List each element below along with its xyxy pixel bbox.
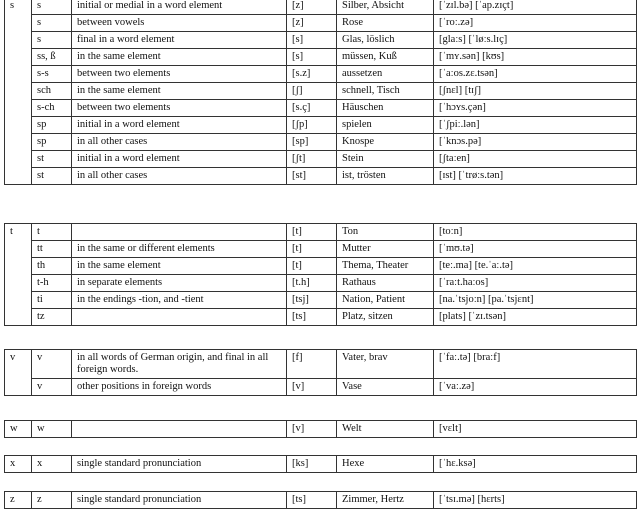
transcription-cell: [ˈknɔs.pə] xyxy=(434,134,637,151)
position-cell: initial or medial in a word element xyxy=(72,0,287,15)
example-cell: Mutter xyxy=(337,241,434,258)
position-cell xyxy=(72,421,287,438)
letter-table-w xyxy=(4,420,637,438)
spelling-cell: st xyxy=(32,151,72,168)
table-row xyxy=(5,379,637,396)
sound-cell: [st] xyxy=(287,168,337,185)
transcription-cell: [ˈfaː.tə] [braːf] xyxy=(434,350,637,379)
example-cell: aussetzen xyxy=(337,66,434,83)
transcription-cell: [na.ˈtsjoːn] [pa.ˈtsjɛnt] xyxy=(434,292,637,309)
sound-cell: [ʃ] xyxy=(287,83,337,100)
spelling-cell: t-h xyxy=(32,275,72,292)
letter-cell: v xyxy=(5,350,32,396)
position-cell xyxy=(72,309,287,326)
spelling-cell: s xyxy=(32,15,72,32)
spelling-cell: s-ch xyxy=(32,100,72,117)
transcription-cell: [ˈroː.zə] xyxy=(434,15,637,32)
transcription-cell: [glaːs] [ˈløːs.lɪç] xyxy=(434,32,637,49)
example-cell: Thema, Theater xyxy=(337,258,434,275)
position-cell: other positions in foreign words xyxy=(72,379,287,396)
spelling-cell: s xyxy=(32,0,72,15)
transcription-cell: [teː.ma] [te.ˈaː.tə] xyxy=(434,258,637,275)
letter-table-s xyxy=(4,0,637,185)
example-cell: Silber, Absicht xyxy=(337,0,434,15)
position-cell: in all other cases xyxy=(72,168,287,185)
position-cell: in the same or different elements xyxy=(72,241,287,258)
sound-cell: [ts] xyxy=(287,309,337,326)
example-cell: Glas, löslich xyxy=(337,32,434,49)
spelling-cell: z xyxy=(32,492,72,509)
table-row xyxy=(5,275,637,292)
spelling-cell: s-s xyxy=(32,66,72,83)
sound-cell: [v] xyxy=(287,379,337,396)
table-row xyxy=(5,421,637,438)
sound-cell: [t.h] xyxy=(287,275,337,292)
example-cell: Häuschen xyxy=(337,100,434,117)
position-cell: initial in a word element xyxy=(72,151,287,168)
table-row xyxy=(5,0,637,15)
sound-cell: [f] xyxy=(287,350,337,379)
spelling-cell: t xyxy=(32,224,72,241)
example-cell: Stein xyxy=(337,151,434,168)
spelling-cell: st xyxy=(32,168,72,185)
spelling-cell: x xyxy=(32,456,72,473)
transcription-cell: [toːn] xyxy=(434,224,637,241)
transcription-cell: [ˈvaː.zə] xyxy=(434,379,637,396)
position-cell: between two elements xyxy=(72,100,287,117)
letter-cell: z xyxy=(5,492,32,509)
transcription-cell: [ʃnɛl] [tɪʃ] xyxy=(434,83,637,100)
spelling-cell: sch xyxy=(32,83,72,100)
spelling-cell: s xyxy=(32,32,72,49)
letter-table-t xyxy=(4,223,637,326)
letter-cell: w xyxy=(5,421,32,438)
spelling-cell: v xyxy=(32,379,72,396)
example-cell: Zimmer, Hertz xyxy=(337,492,434,509)
example-cell: Rathaus xyxy=(337,275,434,292)
sound-cell: [s] xyxy=(287,32,337,49)
letter-table-z xyxy=(4,491,637,509)
position-cell: in all other cases xyxy=(72,134,287,151)
position-cell: single standard pronunciation xyxy=(72,492,287,509)
example-cell: Vater, brav xyxy=(337,350,434,379)
example-cell: müssen, Kuß xyxy=(337,49,434,66)
transcription-cell: [ˈʃpiː.lən] xyxy=(434,117,637,134)
table-row xyxy=(5,241,637,258)
example-cell: Hexe xyxy=(337,456,434,473)
table-row xyxy=(5,117,637,134)
sound-cell: [s.z] xyxy=(287,66,337,83)
table-row xyxy=(5,83,637,100)
letter-table-v xyxy=(4,349,637,396)
spelling-cell: tz xyxy=(32,309,72,326)
example-cell: Vase xyxy=(337,379,434,396)
example-cell: Ton xyxy=(337,224,434,241)
sound-cell: [t] xyxy=(287,224,337,241)
sound-cell: [z] xyxy=(287,15,337,32)
transcription-cell: [ˈmʊ.tə] xyxy=(434,241,637,258)
transcription-cell: [ˈaːos.zɛ.tsən] xyxy=(434,66,637,83)
table-row xyxy=(5,258,637,275)
table-row xyxy=(5,168,637,185)
sound-cell: [tsj] xyxy=(287,292,337,309)
example-cell: Knospe xyxy=(337,134,434,151)
spelling-cell: sp xyxy=(32,134,72,151)
sound-cell: [ts] xyxy=(287,492,337,509)
letter-table-x xyxy=(4,455,637,473)
position-cell: in all words of German origin, and final in all foreign words. xyxy=(72,350,287,379)
sound-cell: [t] xyxy=(287,258,337,275)
letter-cell: s xyxy=(5,0,32,185)
spelling-cell: ti xyxy=(32,292,72,309)
table-row xyxy=(5,309,637,326)
transcription-cell: [ʃtaːen] xyxy=(434,151,637,168)
table-row xyxy=(5,32,637,49)
sound-cell: [s] xyxy=(287,49,337,66)
sound-cell: [ks] xyxy=(287,456,337,473)
position-cell: initial in a word element xyxy=(72,117,287,134)
sound-cell: [v] xyxy=(287,421,337,438)
spelling-cell: tt xyxy=(32,241,72,258)
transcription-cell: [plats] [ˈzɪ.tsən] xyxy=(434,309,637,326)
example-cell: schnell, Tisch xyxy=(337,83,434,100)
letter-cell: t xyxy=(5,224,32,326)
sound-cell: [sp] xyxy=(287,134,337,151)
table-row xyxy=(5,151,637,168)
transcription-cell: [ˈraːt.haːos] xyxy=(434,275,637,292)
position-cell xyxy=(72,224,287,241)
transcription-cell: [ˈzɪl.bə] [ˈap.zɪçt] xyxy=(434,0,637,15)
table-row xyxy=(5,49,637,66)
spelling-cell: th xyxy=(32,258,72,275)
table-row xyxy=(5,100,637,117)
table-row xyxy=(5,15,637,32)
spelling-cell: w xyxy=(32,421,72,438)
table-row xyxy=(5,134,637,151)
example-cell: Platz, sitzen xyxy=(337,309,434,326)
table-row xyxy=(5,492,637,509)
sound-cell: [s.ç] xyxy=(287,100,337,117)
transcription-cell: [vɛlt] xyxy=(434,421,637,438)
spelling-cell: sp xyxy=(32,117,72,134)
position-cell: single standard pronunciation xyxy=(72,456,287,473)
position-cell: in separate elements xyxy=(72,275,287,292)
transcription-cell: [ˈtsɪ.mə] [hɛrts] xyxy=(434,492,637,509)
table-row xyxy=(5,292,637,309)
table-row xyxy=(5,224,637,241)
transcription-cell: [ˈhɔʏs.çən] xyxy=(434,100,637,117)
sound-cell: [ʃt] xyxy=(287,151,337,168)
position-cell: in the same element xyxy=(72,49,287,66)
transcription-cell: [ɪst] [ˈtrøːs.tən] xyxy=(434,168,637,185)
transcription-cell: [ˈhɛ.ksə] xyxy=(434,456,637,473)
example-cell: spielen xyxy=(337,117,434,134)
example-cell: Welt xyxy=(337,421,434,438)
position-cell: in the same element xyxy=(72,83,287,100)
position-cell: in the same element xyxy=(72,258,287,275)
table-row xyxy=(5,66,637,83)
letter-cell: x xyxy=(5,456,32,473)
position-cell: in the endings -tion, and -tient xyxy=(72,292,287,309)
sound-cell: [z] xyxy=(287,0,337,15)
sound-cell: [t] xyxy=(287,241,337,258)
position-cell: final in a word element xyxy=(72,32,287,49)
transcription-cell: [ˈmʏ.sən] [kʊs] xyxy=(434,49,637,66)
example-cell: Nation, Patient xyxy=(337,292,434,309)
example-cell: Rose xyxy=(337,15,434,32)
spelling-cell: v xyxy=(32,350,72,379)
sound-cell: [ʃp] xyxy=(287,117,337,134)
table-row xyxy=(5,456,637,473)
spelling-cell: ss, ß xyxy=(32,49,72,66)
position-cell: between vowels xyxy=(72,15,287,32)
table-row xyxy=(5,350,637,379)
example-cell: ist, trösten xyxy=(337,168,434,185)
position-cell: between two elements xyxy=(72,66,287,83)
